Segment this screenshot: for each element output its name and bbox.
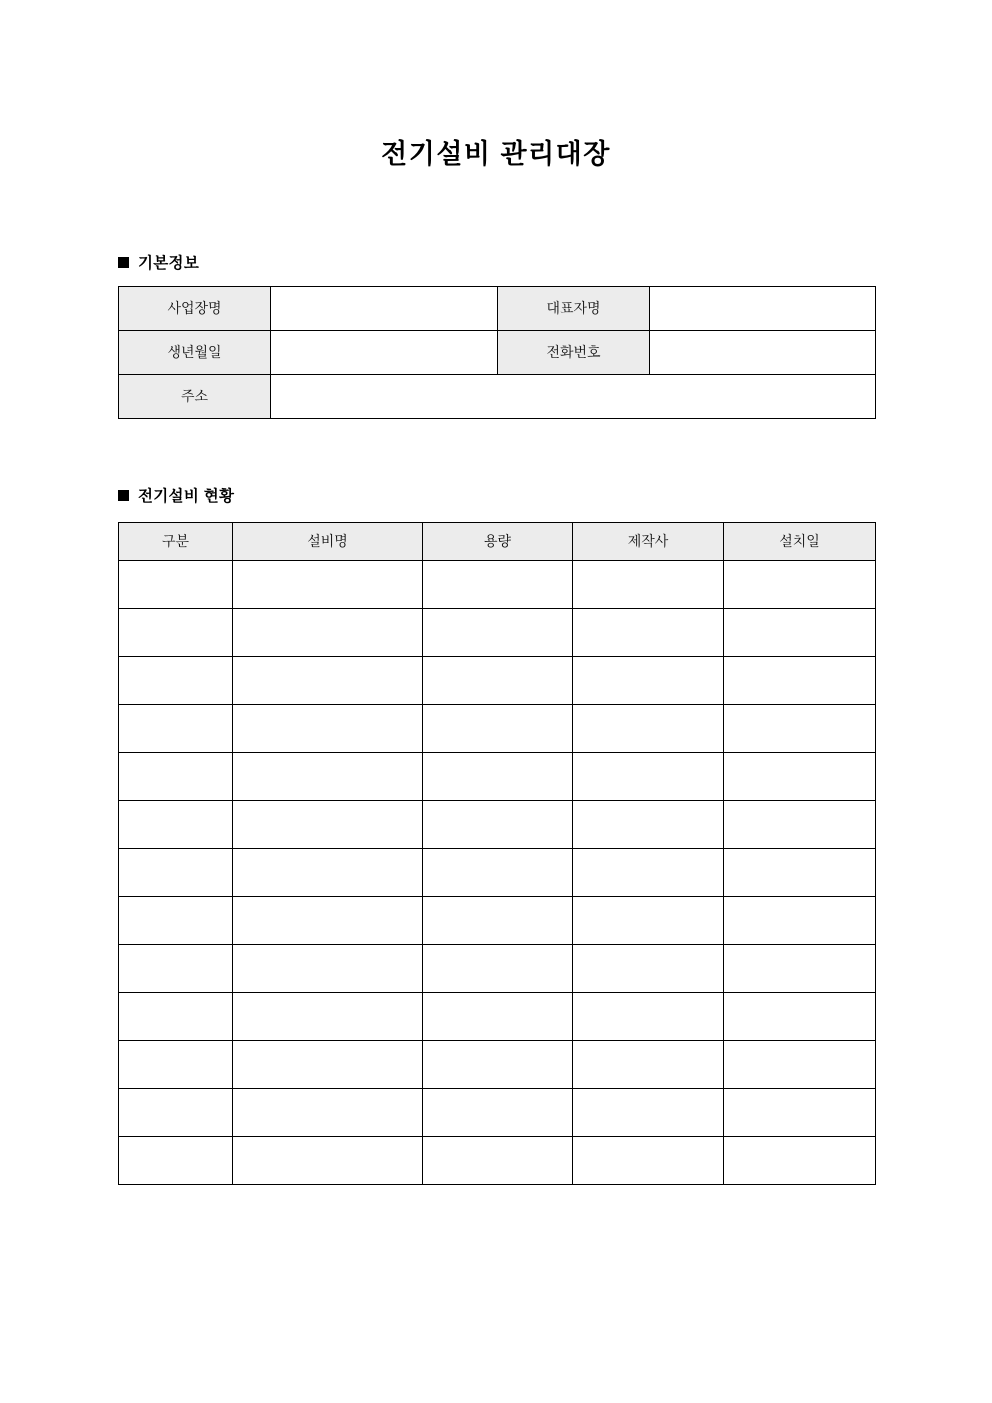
table-row <box>119 753 876 801</box>
cell-manufacturer[interactable] <box>573 561 724 609</box>
cell-category[interactable] <box>119 753 233 801</box>
cell-manufacturer[interactable] <box>573 993 724 1041</box>
table-header-row <box>119 523 876 561</box>
cell-category[interactable] <box>119 561 233 609</box>
cell-category[interactable] <box>119 1089 233 1137</box>
table-row <box>119 1041 876 1089</box>
cell-category[interactable] <box>119 1041 233 1089</box>
cell-capacity[interactable] <box>423 1089 573 1137</box>
label-phone-number: 전화번호 <box>498 331 650 375</box>
cell-capacity[interactable] <box>423 705 573 753</box>
cell-equipment-name[interactable] <box>233 657 423 705</box>
field-representative-name[interactable] <box>650 287 876 331</box>
cell-capacity[interactable] <box>423 561 573 609</box>
table-row <box>119 609 876 657</box>
cell-equipment-name[interactable] <box>233 561 423 609</box>
label-representative-name: 대표자명 <box>498 287 650 331</box>
cell-category[interactable] <box>119 993 233 1041</box>
table-row <box>119 897 876 945</box>
cell-category[interactable] <box>119 897 233 945</box>
cell-manufacturer[interactable] <box>573 609 724 657</box>
table-row <box>119 1137 876 1185</box>
cell-install-date[interactable] <box>724 753 876 801</box>
cell-equipment-name[interactable] <box>233 993 423 1041</box>
cell-manufacturer[interactable] <box>573 945 724 993</box>
table-row <box>119 657 876 705</box>
label-birth-date: 생년월일 <box>119 331 271 375</box>
equipment-status-table <box>118 522 876 1185</box>
table-row <box>119 561 876 609</box>
cell-equipment-name[interactable] <box>233 849 423 897</box>
table-row <box>119 375 876 419</box>
cell-equipment-name[interactable] <box>233 609 423 657</box>
cell-capacity[interactable] <box>423 753 573 801</box>
label-address: 주소 <box>119 375 271 419</box>
cell-install-date[interactable] <box>724 1137 876 1185</box>
square-bullet-icon <box>118 490 129 501</box>
cell-equipment-name[interactable] <box>233 753 423 801</box>
section-heading-equipment-status <box>118 484 234 506</box>
column-header-manufacturer: 제작사 <box>573 523 724 561</box>
table-row <box>119 331 876 375</box>
cell-category[interactable] <box>119 849 233 897</box>
field-birth-date[interactable] <box>271 331 498 375</box>
cell-category[interactable] <box>119 609 233 657</box>
cell-manufacturer[interactable] <box>573 1089 724 1137</box>
cell-capacity[interactable] <box>423 1041 573 1089</box>
cell-install-date[interactable] <box>724 657 876 705</box>
cell-capacity[interactable] <box>423 993 573 1041</box>
cell-install-date[interactable] <box>724 849 876 897</box>
cell-install-date[interactable] <box>724 1041 876 1089</box>
cell-capacity[interactable] <box>423 657 573 705</box>
table-row <box>119 287 876 331</box>
cell-install-date[interactable] <box>724 801 876 849</box>
cell-equipment-name[interactable] <box>233 1137 423 1185</box>
cell-equipment-name[interactable] <box>233 945 423 993</box>
cell-capacity[interactable] <box>423 897 573 945</box>
cell-capacity[interactable] <box>423 1137 573 1185</box>
section-heading-basic-info <box>118 251 199 273</box>
table-row <box>119 705 876 753</box>
cell-equipment-name[interactable] <box>233 1089 423 1137</box>
field-business-name[interactable] <box>271 287 498 331</box>
table-row <box>119 801 876 849</box>
table-row <box>119 993 876 1041</box>
section-heading-equipment-status-label: 전기설비 현황 <box>138 488 235 505</box>
cell-capacity[interactable] <box>423 945 573 993</box>
cell-manufacturer[interactable] <box>573 753 724 801</box>
cell-install-date[interactable] <box>724 705 876 753</box>
table-row <box>119 1089 876 1137</box>
cell-manufacturer[interactable] <box>573 1137 724 1185</box>
cell-manufacturer[interactable] <box>573 657 724 705</box>
cell-equipment-name[interactable] <box>233 705 423 753</box>
page-title: 전기설비 관리대장 <box>381 139 611 169</box>
cell-install-date[interactable] <box>724 993 876 1041</box>
column-header-equipment-name: 설비명 <box>233 523 423 561</box>
label-business-name: 사업장명 <box>119 287 271 331</box>
basic-info-table <box>118 286 876 419</box>
cell-manufacturer[interactable] <box>573 897 724 945</box>
table-row <box>119 945 876 993</box>
cell-equipment-name[interactable] <box>233 1041 423 1089</box>
cell-install-date[interactable] <box>724 897 876 945</box>
cell-category[interactable] <box>119 945 233 993</box>
cell-capacity[interactable] <box>423 849 573 897</box>
cell-manufacturer[interactable] <box>573 849 724 897</box>
cell-category[interactable] <box>119 705 233 753</box>
cell-equipment-name[interactable] <box>233 897 423 945</box>
column-header-capacity: 용량 <box>423 523 573 561</box>
cell-install-date[interactable] <box>724 609 876 657</box>
field-phone-number[interactable] <box>650 331 876 375</box>
square-bullet-icon <box>118 257 129 268</box>
cell-category[interactable] <box>119 801 233 849</box>
column-header-category: 구분 <box>119 523 233 561</box>
cell-manufacturer[interactable] <box>573 1041 724 1089</box>
cell-capacity[interactable] <box>423 801 573 849</box>
section-heading-basic-info-label: 기본정보 <box>138 255 200 272</box>
cell-install-date[interactable] <box>724 561 876 609</box>
cell-install-date[interactable] <box>724 1089 876 1137</box>
cell-manufacturer[interactable] <box>573 801 724 849</box>
table-row <box>119 849 876 897</box>
cell-manufacturer[interactable] <box>573 705 724 753</box>
cell-category[interactable] <box>119 657 233 705</box>
cell-install-date[interactable] <box>724 945 876 993</box>
cell-category[interactable] <box>119 1137 233 1185</box>
cell-capacity[interactable] <box>423 609 573 657</box>
cell-equipment-name[interactable] <box>233 801 423 849</box>
column-header-install-date: 설치일 <box>724 523 876 561</box>
field-address[interactable] <box>271 375 876 419</box>
